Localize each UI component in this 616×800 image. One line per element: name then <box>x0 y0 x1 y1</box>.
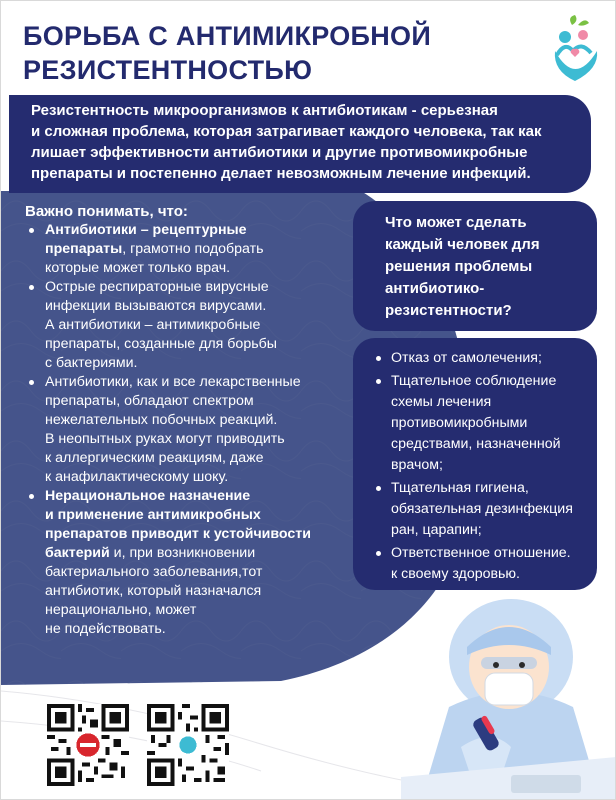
question-box <box>353 201 597 331</box>
question-line-3: решения проблемы <box>385 258 533 275</box>
item4-rest-3: антибиотик, который назначался <box>45 583 262 599</box>
list-item <box>25 221 345 278</box>
list-item <box>25 487 345 639</box>
answer2-line-2: схемы лечения <box>391 394 492 410</box>
item4-rest-5: не подействовать. <box>45 621 166 637</box>
answer2-line-5: врачом; <box>391 457 443 473</box>
family-care-logo-icon <box>545 11 605 89</box>
item3-line-1: Антибиотики, как и все лекарственные <box>45 374 301 390</box>
item2-line-2: инфекции вызываются вирусами. <box>45 298 267 314</box>
list-item <box>25 373 345 487</box>
item4-bold-4: бактерий <box>45 545 110 561</box>
doctor-with-test-tube-icon <box>401 597 616 800</box>
item4-rest-1: и, при возникновении <box>109 545 256 561</box>
item3-line-6: к анафилактическому шоку. <box>45 469 229 485</box>
title-line-2: РЕЗИСТЕНТНОСТЬЮ <box>23 55 313 85</box>
answers-list <box>373 348 587 585</box>
item4-bold-1: Нерациональное назначение <box>45 488 251 504</box>
important-heading: Важно понимать, что: <box>25 203 188 220</box>
question-line-2: каждый человек для <box>385 236 540 253</box>
question-line-4: антибиотико- <box>385 280 485 297</box>
question-line-5: резистентности? <box>385 302 512 319</box>
question-line-1: Что может сделать <box>385 214 527 231</box>
item1-bold-2: препараты <box>45 241 123 257</box>
intro-line-3: лишает эффективности антибиотики и другие противомикробные <box>31 144 528 161</box>
page-title <box>23 19 523 87</box>
item2-line-1: Острые респираторные вирусные <box>45 279 269 295</box>
item1-rest-1: , грамотно подобрать <box>122 241 264 257</box>
qr-code-icon[interactable] <box>47 704 129 786</box>
item4-rest-4: нерационально, может <box>45 602 197 618</box>
list-item <box>373 371 587 476</box>
intro-line-4: препараты и постепенно делает невозможным лечение инфекций. <box>31 165 531 182</box>
item3-line-4: В неопытных руках могут приводить <box>45 431 285 447</box>
intro-line-1: Резистентность микроорганизмов к антибиотикам - серьезная <box>31 102 498 119</box>
item3-line-5: к аллергическим реакциям, даже <box>45 450 264 466</box>
answer2-line-3: противомикробными <box>391 415 528 431</box>
list-item <box>373 478 587 541</box>
item3-line-2: препараты, обладают спектром <box>45 393 254 409</box>
answer3-line-3: ран, царапин; <box>391 522 482 538</box>
item2-line-4: препараты, созданные для борьбы <box>45 336 277 352</box>
item4-bold-2: и применение антимикробных <box>45 507 261 523</box>
item2-line-5: с бактериями. <box>45 355 138 371</box>
answers-box <box>353 338 597 590</box>
item1-bold-1: Антибиотики – рецептурные <box>45 222 247 238</box>
title-line-1: БОРЬБА С АНТИМИКРОБНОЙ <box>23 21 432 51</box>
answer1: Отказ от самолечения; <box>391 350 542 366</box>
answer4-line-1: Ответственное отношение. <box>391 545 571 561</box>
list-item <box>373 543 587 585</box>
answer4-line-2: к своему здоровью. <box>391 566 521 582</box>
answer3-line-2: обязательная дезинфекция <box>391 501 573 517</box>
list-item <box>25 278 345 373</box>
intro-line-2: и сложная проблема, которая затрагивает каждого человека, так как <box>31 123 542 140</box>
item1-rest-2: которые может только врач. <box>45 260 231 276</box>
item2-line-3: А антибиотики – антимикробные <box>45 317 261 333</box>
important-list <box>25 221 345 639</box>
answer2-line-4: средствами, назначенной <box>391 436 561 452</box>
qr-code-icon[interactable] <box>147 704 229 786</box>
item4-bold-3: препаратов приводит к устойчивости <box>45 526 311 542</box>
answer2-line-1: Тщательное соблюдение <box>391 373 557 389</box>
item4-rest-2: бактериального заболевания,тот <box>45 564 263 580</box>
list-item <box>373 348 587 369</box>
intro-box <box>9 95 591 193</box>
item3-line-3: нежелательных побочных реакций. <box>45 412 278 428</box>
answer3-line-1: Тщательная гигиена, <box>391 480 529 496</box>
